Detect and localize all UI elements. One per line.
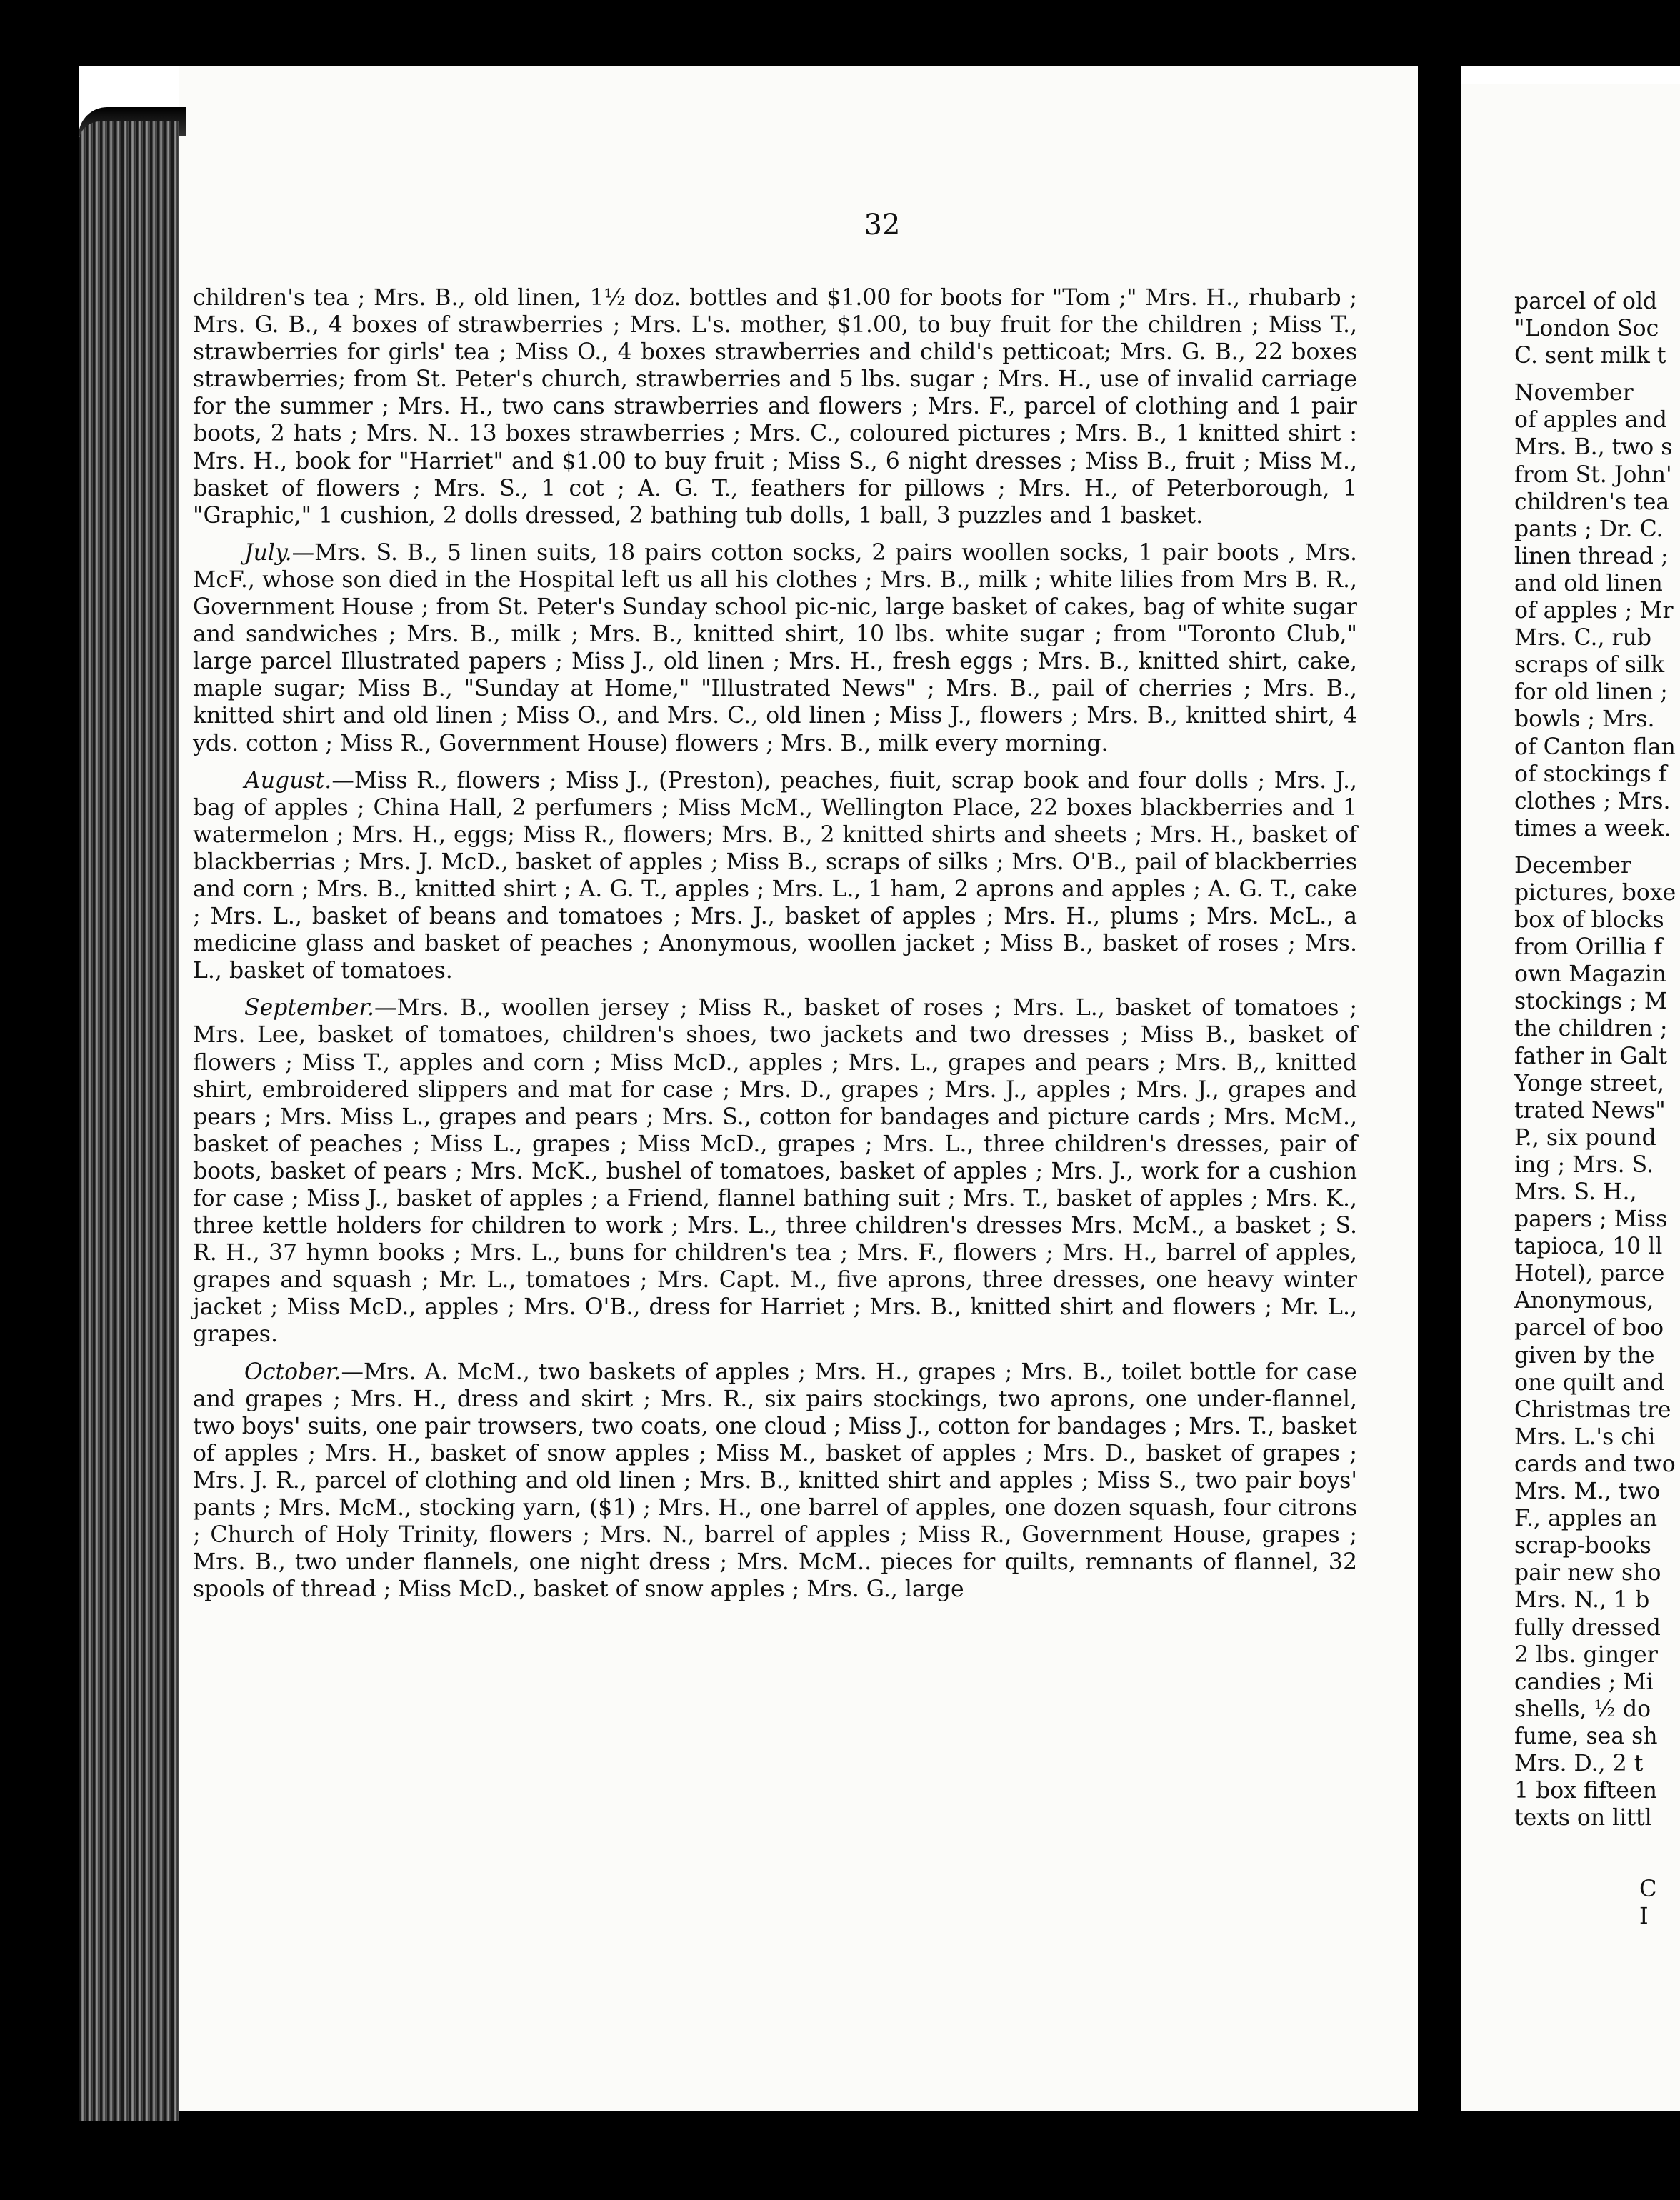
month-heading: August. bbox=[244, 767, 332, 794]
facing-page-line: for old linen ; bbox=[1514, 679, 1668, 706]
facing-page-line: Yonge street, bbox=[1514, 1070, 1664, 1096]
facing-page-line: stockings ; M bbox=[1514, 989, 1668, 1015]
facing-page-line: fully dressed bbox=[1514, 1614, 1661, 1641]
facing-page-line: pants ; Dr. C. bbox=[1514, 516, 1664, 542]
paragraph bbox=[193, 284, 1357, 529]
facing-page-line: shells, ½ do bbox=[1514, 1696, 1651, 1722]
facing-page-line: pair new sho bbox=[1514, 1560, 1661, 1586]
facing-page-text bbox=[1514, 288, 1680, 1831]
facing-page-line: F., apples an bbox=[1514, 1506, 1658, 1532]
facing-page-line: 1 box fifteen bbox=[1514, 1778, 1657, 1804]
paragraph bbox=[193, 1359, 1357, 1604]
facing-page-line: ing ; Mrs. S. bbox=[1514, 1151, 1654, 1178]
facing-page-line: one quilt and bbox=[1514, 1369, 1665, 1396]
facing-page-line: father in Galt bbox=[1514, 1043, 1668, 1069]
paragraph bbox=[193, 767, 1357, 985]
facing-page-line: "London Soc bbox=[1514, 316, 1659, 342]
paragraph-text: —Mrs. A. McM., two baskets of apples ; Mrs. H., grapes ; Mrs. B., toilet bottle for case and grapes ; Mrs. H., dress and skirt ; Mrs. R., six pairs stockings, two aprons, one under-flannel, two boys' suits, one pair trowsers, two coats, one cloud ; Miss J., cotton for bandages ; Mrs. T., basket of apples ; Mrs. H., basket of snow apples ; Miss M., basket of apples ; Mrs. D., basket of grapes ; Mrs. J. R., parcel of clothing and old linen ; Mrs. B., knitted shirt and apples ; Miss S., two pair boys' pants ; Mrs. McM., stocking yarn, ($1) ; Mrs. H., one barrel of apples, one dozen squash, four citrons ; Church of Holy Trinity, flowers ; Mrs. N., barrel of apples ; Miss R., Government House, grapes ; Mrs. B., two under flannels, one night dress ; Mrs. McM.. pieces for quilts, remnants of flannel, 32 spools of thread ; Miss McD., basket of snow apples ; Mrs. G., large bbox=[193, 1359, 1357, 1603]
facing-page-line: trated News" bbox=[1514, 1097, 1666, 1124]
facing-page-line: Mrs. S. H., bbox=[1514, 1179, 1637, 1205]
facing-page-line: box of blocks bbox=[1514, 907, 1664, 934]
facing-page-line: linen thread ; bbox=[1514, 543, 1669, 569]
facing-page-line: of Canton flan bbox=[1514, 734, 1676, 760]
facing-page-line: November bbox=[1514, 380, 1634, 406]
facing-page-line bbox=[1514, 842, 1680, 852]
facing-page-line: children's tea bbox=[1514, 489, 1670, 515]
page-edges bbox=[79, 121, 179, 2121]
facing-page-line: Christmas tre bbox=[1514, 1396, 1671, 1423]
paragraph bbox=[193, 994, 1357, 1348]
paragraph-text: —Miss R., flowers ; Miss J., (Preston), peaches, fiuit, scrap book and four dolls ; Mrs. J., bag of apples ; China Hall, 2 perfumers ; Miss McM., Wellington Place, 22 boxes blackberries and 1 watermelon ; Mrs. H., eggs; Miss R., flowers; Mrs. B., 2 knitted shirts and sheets ; Mrs. H., basket of blackberrias ; Mrs. J. McD., basket of apples ; Miss B., scraps of silks ; Mrs. O'B., pail of blackberries and corn ; Mrs. B., knitted shirt ; A. G. T., apples ; Mrs. L., 1 ham, 2 aprons and apples ; A. G. T., cake ; Mrs. L., basket of beans and tomatoes ; Mrs. J., basket of apples ; Mrs. H., plums ; Mrs. McL., a medicine glass and basket of peaches ; Anonymous, woollen jacket ; Miss B., basket of roses ; Mrs. L., basket of tomatoes. bbox=[193, 767, 1357, 984]
month-heading: October. bbox=[244, 1359, 341, 1385]
facing-page-line: of apples and bbox=[1514, 407, 1667, 434]
facing-page-line: tapioca, 10 ll bbox=[1514, 1234, 1663, 1260]
facing-page-line: of stockings f bbox=[1514, 761, 1667, 787]
facing-page-line: Mrs. C., rub bbox=[1514, 625, 1652, 651]
facing-page-line: P., six pound bbox=[1514, 1124, 1656, 1151]
book-gutter bbox=[1418, 0, 1461, 2200]
facing-page-line: scrap-books bbox=[1514, 1533, 1651, 1559]
facing-page-line: fume, sea sh bbox=[1514, 1723, 1658, 1749]
facing-page-line: Hotel), parce bbox=[1514, 1261, 1665, 1287]
paragraph-text: —Mrs. S. B., 5 linen suits, 18 pairs cotton socks, 2 pairs woollen socks, 1 pair boots , Mrs. McF., whose son died in the Hospital left us all his clothes ; Mrs. B., milk ; white lilies from Mrs B. R., Government House ; from St. Peter's Sunday school pic-nic, large basket of cakes, bag of white sugar and sandwiches ; Mrs. B., milk ; Mrs. B., knitted shirt, 10 lbs. white sugar ; from "Toronto Club," large parcel Illustrated papers ; Miss J., old linen ; Mrs. H., fresh eggs ; Mrs. B., knitted shirt, cake, maple sugar; Miss B., "Sunday at Home," "Illustrated News" ; Mrs. B., pail of cherries ; Mrs. B., knitted shirt and old linen ; Miss O., and Mrs. C., old linen ; Miss J., flowers ; Mrs. B., knitted shirt, 4 yds. cotton ; Miss R., Government House) flowers ; Mrs. B., milk every morning. bbox=[193, 539, 1357, 756]
facing-page-line bbox=[1514, 369, 1680, 379]
facing-page-line: Mrs. N., 1 b bbox=[1514, 1587, 1650, 1614]
facing-page-line: times a week. bbox=[1514, 815, 1671, 841]
facing-page-line: Anonymous, bbox=[1514, 1288, 1654, 1314]
facing-page-line: 2 lbs. ginger bbox=[1514, 1641, 1658, 1668]
facing-page-line: Mrs. M., two bbox=[1514, 1479, 1661, 1505]
paragraph bbox=[193, 539, 1357, 757]
facing-page-line: clothes ; Mrs. bbox=[1514, 788, 1671, 814]
facing-page-line: given by the bbox=[1514, 1342, 1655, 1369]
month-heading: July. bbox=[244, 539, 292, 566]
paragraph-text: —Mrs. B., woollen jersey ; Miss R., basket of roses ; Mrs. L., basket of tomatoes ; Mrs. Lee, basket of tomatoes, children's shoes, two jackets and two dresses ; Miss B., basket of flowers ; Miss T., apples and corn ; Miss McD., apples ; Mrs. L., grapes and pears ; Mrs. B,, knitted shirt, embroidered slippers and mat for case ; Mrs. D., grapes ; Mrs. J., apples ; Mrs. J., grapes and pears ; Mrs. Miss L., grapes and pears ; Mrs. S., cotton for bandages and picture cards ; Mrs. McM., basket of peaches ; Miss L., grapes ; Miss McD., grapes ; Mrs. L., three children's dresses, pair of boots, basket of pears ; Mrs. McK., bushel of tomatoes, basket of apples ; Mrs. J., work for a cushion for case ; Miss J., basket of apples ; a Friend, flannel bathing suit ; Mrs. T., basket of apples ; Mrs. K., three kettle holders for children to work ; Mrs. L., three children's dresses Mrs. McM., a basket ; S. R. H., 37 hymn books ; Mrs. L., buns for children's tea ; Mrs. F., flowers ; Mrs. H., barrel of apples, grapes and squash ; Mr. L., tomatoes ; Mrs. Capt. M., five aprons, three dresses, one heavy winter jacket ; Miss McD., apples ; Mrs. O'B., dress for Harriet ; Mrs. B., knitted shirt and flowers ; Mr. L., grapes. bbox=[193, 995, 1357, 1348]
facing-page-line: parcel of old bbox=[1514, 289, 1658, 314]
body-text bbox=[193, 284, 1357, 1603]
facing-page-line: scraps of silk bbox=[1514, 652, 1665, 679]
facing-page-line: texts on littl bbox=[1514, 1805, 1652, 1831]
facing-page-line: cards and two bbox=[1514, 1451, 1676, 1477]
right-page bbox=[1461, 84, 1680, 2111]
facing-page-line: candies ; Mi bbox=[1514, 1669, 1654, 1695]
facing-page-line: Mrs. B., two s bbox=[1514, 434, 1673, 461]
facing-page-line: bowls ; Mrs. bbox=[1514, 706, 1655, 733]
page-number: 32 bbox=[864, 209, 901, 241]
facing-page-line: and old linen bbox=[1514, 570, 1663, 596]
facing-page-line: from St. John' bbox=[1514, 461, 1672, 488]
scan-border-left bbox=[0, 0, 79, 2200]
paragraph-text: children's tea ; Mrs. B., old linen, 1½ doz. bottles and $1.00 for boots for "Tom ;" Mrs. H., rhubarb ; Mrs. G. B., 4 boxes of strawberries ; Mrs. L's. mother, $1.00, to buy fruit for the children ; Miss T., strawberries for girls' tea ; Miss O., 4 boxes strawberries and child's petticoat; Mrs. G. B., 22 boxes strawberries; from St. Peter's church, strawberries and 5 lbs. sugar ; Mrs. H., use of invalid carriage for the summer ; Mrs. H., two cans strawberries and flowers ; Mrs. F., parcel of clothing and 1 pair boots, 2 hats ; Mrs. N.. 13 boxes strawberries ; Mrs. C., coloured pictures ; Mrs. B., 1 knitted shirt : Mrs. H., book for "Harriet" and $1.00 to buy fruit ; Miss S., 6 night dresses ; Miss B., fruit ; Miss M., basket of flowers ; Mrs. S., 1 cot ; A. G. T., feathers for pillows ; Mrs. H., of Peterborough, 1 "Graphic," 1 cushion, 2 dolls dressed, 2 bathing tub dolls, 1 ball, 3 puzzles and 1 basket. bbox=[193, 285, 1357, 529]
facing-page-line: papers ; Miss bbox=[1514, 1206, 1668, 1233]
facing-page-line: Mrs. D., 2 t bbox=[1514, 1750, 1644, 1776]
facing-page-line: from Orillia f bbox=[1514, 934, 1663, 961]
facing-page-line: Mrs. L.'s chi bbox=[1514, 1424, 1656, 1450]
facing-page-line: own Magazin bbox=[1514, 961, 1667, 988]
facing-page-line: December bbox=[1514, 852, 1631, 879]
facing-page-line: C. sent milk t bbox=[1514, 343, 1666, 369]
facing-page-line: of apples ; Mr bbox=[1514, 598, 1674, 624]
facing-page-line: the children ; bbox=[1514, 1016, 1668, 1042]
facing-page-footer: C I bbox=[1639, 1875, 1664, 1929]
facing-page-line: pictures, boxe bbox=[1514, 879, 1676, 906]
facing-page-line: parcel of boo bbox=[1514, 1315, 1664, 1341]
month-heading: September. bbox=[244, 995, 374, 1021]
